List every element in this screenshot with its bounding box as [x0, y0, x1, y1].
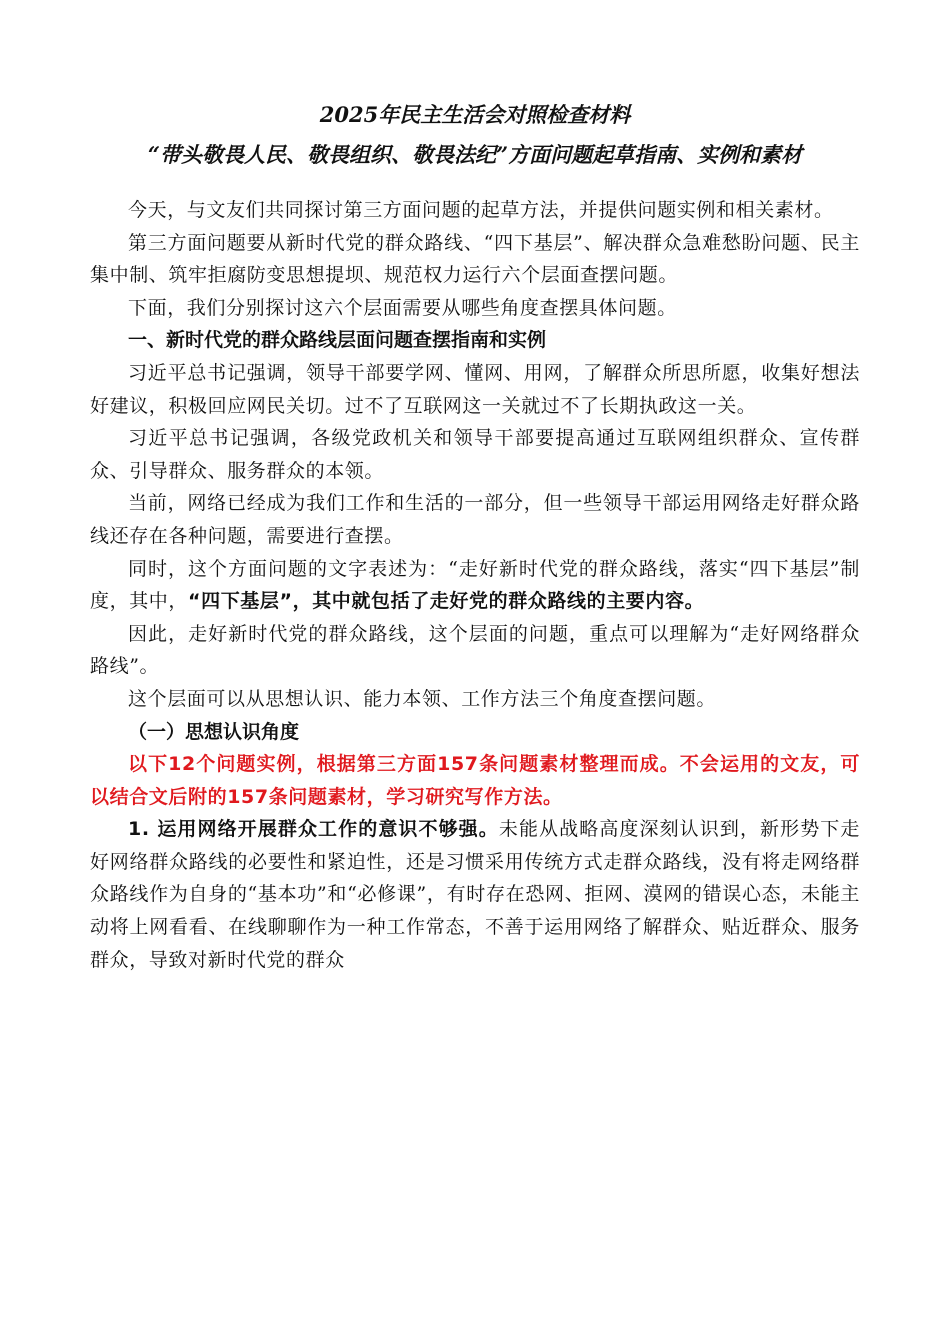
item-1-heading: 1. 运用网络开展群众工作的意识不够强。: [128, 818, 499, 841]
subsection-heading-1: （一）思想认识角度: [128, 720, 300, 743]
section-heading-1: 一、新时代党的群众路线层面问题查摆指南和实例: [128, 329, 547, 352]
intro-paragraph-1: 今天，与文友们共同探讨第三方面问题的起草方法，并提供问题实例和相关素材。: [128, 199, 834, 221]
body-paragraph-4-bold: “四下基层”，其中就包括了走好党的群众路线的主要内容。: [188, 590, 705, 613]
document-body: [90, 194, 860, 976]
document-title: 2025年民主生活会对照检查材料: [319, 102, 631, 127]
document-subtitle: “带头敬畏人民、敬畏组织、敬畏法纪”方面问题起草指南、实例和素材: [147, 142, 803, 167]
red-note-paragraph: 以下12个问题实例，根据第三方面157条问题素材整理而成。不会运用的文友，可以结合文后附的157条问题素材，学习研究写作方法。: [90, 753, 860, 808]
intro-paragraph-2: 第三方面问题要从新时代党的群众路线、“四下基层”、解决群众急难愁盼问题、民主集中制、筑牢拒腐防变思想提坝、规范权力运行六个层面查摆问题。: [90, 231, 860, 287]
body-paragraph-2: 习近平总书记强调，各级党政机关和领导干部要提高通过互联网组织群众、宣传群众、引导群众、服务群众的本领。: [90, 427, 860, 482]
item-1-text: 未能从战略高度深刻认识到，新形势下走好网络群众路线的必要性和紧迫性，还是习惯采用传统方式走群众路线，没有将走网络群众路线作为自身的“基本功”和“必修课”，有时存在恐网、拒网、漠网的错误心态，未能主动将上网看看、在线聊聊作为一种工作常态，不善于运用网络了解群众、贴近群众、服务群众，导致对新时代党的群众: [90, 818, 860, 971]
body-paragraph-5: 因此，走好新时代党的群众路线，这个层面的问题，重点可以理解为“走好网络群众路线”。: [90, 622, 860, 678]
body-paragraph-1: 习近平总书记强调，领导干部要学网、懂网、用网，了解群众所思所愿，收集好想法好建议，积极回应网民关切。过不了互联网这一关就过不了长期执政这一关。: [90, 361, 860, 417]
body-paragraph-3: 当前，网络已经成为我们工作和生活的一部分，但一些领导干部运用网络走好群众路线还存在各种问题，需要进行查摆。: [90, 492, 860, 547]
intro-paragraph-3: 下面，我们分别探讨这六个层面需要从哪些角度查摆具体问题。: [128, 296, 677, 319]
body-paragraph-4: [90, 553, 860, 618]
body-paragraph-4-normal: 同时，这个方面问题的文字表述为：“走好新时代党的群众路线，落实“四下基层”制度，其中，: [90, 557, 860, 613]
body-paragraph-6: 这个层面可以从思想认识、能力本领、工作方法三个角度查摆问题。: [128, 687, 717, 710]
item-paragraph-1: [90, 813, 860, 976]
